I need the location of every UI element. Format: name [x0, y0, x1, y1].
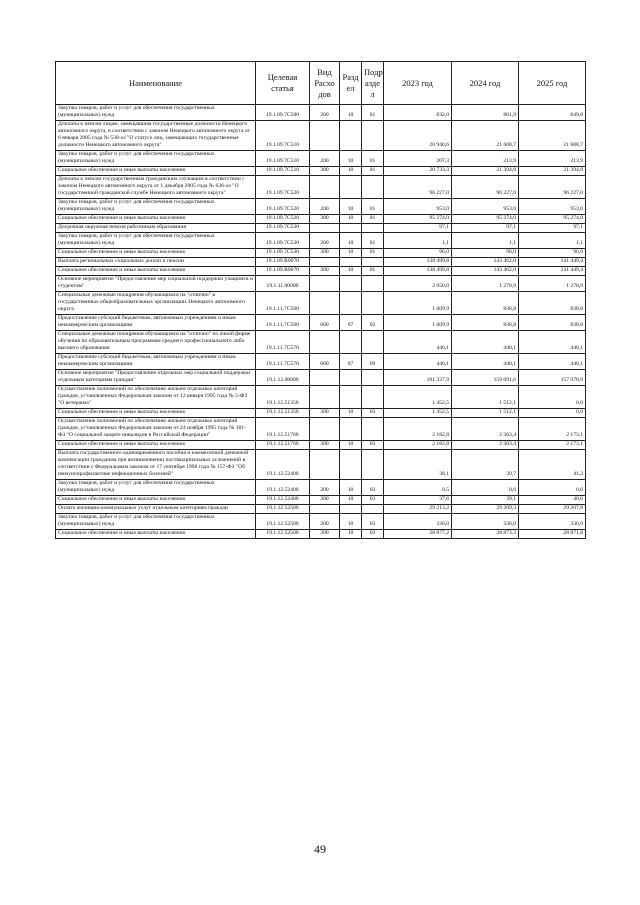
cell-razd: 10 — [340, 514, 362, 530]
table-row — [56, 505, 586, 514]
cell-vid — [310, 418, 340, 441]
table-row — [56, 370, 586, 386]
cell-vid: 200 — [310, 514, 340, 530]
cell-2025: 41,2 — [519, 450, 586, 480]
cell-2025: 141 449,4 — [519, 267, 586, 276]
cell-code: 19.1.11.7С560 — [256, 315, 310, 331]
cell-razd: 10 — [340, 199, 362, 215]
cell-2025: 0,0 — [519, 386, 586, 409]
cell-2024: 159 091,6 — [452, 370, 519, 386]
table-row — [56, 409, 586, 418]
cell-name: Закупка товаров, работ и услуг для обеспечения государственных (муниципальных) нужд — [56, 514, 256, 530]
cell-2023: 1 452,5 — [384, 409, 452, 418]
table-row — [56, 331, 586, 354]
cell-2024: 97,1 — [452, 224, 519, 233]
cell-code: 19.1.12.52400 — [256, 480, 310, 496]
cell-name: Выплата региональных социальных доплат к пенсии — [56, 258, 256, 267]
cell-2024: 440,1 — [452, 331, 519, 354]
cell-razd — [340, 370, 362, 386]
cell-name: Социальное обеспечение и иные выплаты населению — [56, 167, 256, 176]
cell-razd: 10 — [340, 167, 362, 176]
cell-vid — [310, 450, 340, 480]
cell-podr: 09 — [362, 354, 384, 370]
cell-2023: 336,0 — [384, 514, 452, 530]
cell-2023: 97,1 — [384, 224, 452, 233]
table-row — [56, 530, 586, 539]
cell-2025: 1,1 — [519, 233, 586, 249]
cell-2023: 29 213,2 — [384, 505, 452, 514]
cell-2025: 2 173,1 — [519, 418, 586, 441]
header-2024: 2024 год — [452, 62, 519, 105]
cell-2023: 0,5 — [384, 480, 452, 496]
cell-2023: 95 274,0 — [384, 215, 452, 224]
cell-podr — [362, 450, 384, 480]
cell-code: 19.1.09.7С500 — [256, 105, 310, 121]
cell-name: Досрочная окружная пенсия работникам образования — [56, 224, 256, 233]
table-row — [56, 418, 586, 441]
table-row — [56, 292, 586, 315]
cell-name: Социальное обеспечение и иные выплаты населению — [56, 441, 256, 450]
cell-podr: 01 — [362, 105, 384, 121]
cell-name: Доплаты к пенсии лицам, замещавшим государственные должности Ненецкого автономного округа, в соответствии с законом Ненецкого автономного округа от 6 января 2005 года № 538-оз "О статусе лиц, замещающих государственные должности Ненецкого автономного округа" — [56, 121, 256, 151]
cell-2025: 849,8 — [519, 105, 586, 121]
cell-vid — [310, 331, 340, 354]
cell-razd: 10 — [340, 480, 362, 496]
cell-vid: 300 — [310, 267, 340, 276]
cell-vid — [310, 276, 340, 292]
cell-2024: 838,8 — [452, 292, 519, 315]
cell-vid: 300 — [310, 441, 340, 450]
cell-code: 19.1.09.7С510 — [256, 151, 310, 167]
cell-code: 19.1.12.52400 — [256, 450, 310, 480]
cell-code: 19.1.09.7С510 — [256, 121, 310, 151]
table-header-row — [56, 62, 586, 105]
cell-code: 19.1.11.7С570 — [256, 354, 310, 370]
table-row — [56, 354, 586, 370]
cell-code: 19.1.12.51350 — [256, 409, 310, 418]
cell-vid — [310, 370, 340, 386]
cell-podr — [362, 176, 384, 199]
cell-2024: 96 227,0 — [452, 176, 519, 199]
cell-vid: 600 — [310, 354, 340, 370]
cell-podr: 01 — [362, 167, 384, 176]
cell-2025: 953,0 — [519, 199, 586, 215]
cell-podr: 01 — [362, 233, 384, 249]
cell-name: Осуществление полномочий по обеспечению жильем отдельных категорий граждан, установленных Федеральным законом от 12 января 1995 года № 5-ФЗ "О ветеранах" — [56, 386, 256, 409]
cell-2023: 1,1 — [384, 233, 452, 249]
table-row — [56, 258, 586, 267]
cell-podr: 01 — [362, 151, 384, 167]
cell-2025: 95 274,0 — [519, 215, 586, 224]
cell-2024: 96,0 — [452, 249, 519, 258]
cell-2024: 1 512,1 — [452, 409, 519, 418]
cell-2023: 28 877,2 — [384, 530, 452, 539]
cell-2025: 2 173,1 — [519, 441, 586, 450]
cell-2023: 2 182,8 — [384, 441, 452, 450]
cell-2024: 28 873,3 — [452, 530, 519, 539]
cell-podr: 03 — [362, 496, 384, 505]
cell-2024: 21 608,7 — [452, 121, 519, 151]
cell-2023: 1 609,9 — [384, 292, 452, 315]
cell-2025: 157 078,9 — [519, 370, 586, 386]
cell-name: Осуществление полномочий по обеспечению жильем отдельных категорий граждан, установленных Федеральным законом от 24 ноября 1995 года № 181-ФЗ "О социальной защите инвалидов в Российской Федерации" — [56, 418, 256, 441]
cell-2024: 440,1 — [452, 354, 519, 370]
cell-podr — [362, 386, 384, 409]
cell-vid: 300 — [310, 215, 340, 224]
cell-2025: 96 227,0 — [519, 176, 586, 199]
cell-2024: 39,1 — [452, 496, 519, 505]
table-row — [56, 267, 586, 276]
cell-podr: 01 — [362, 215, 384, 224]
cell-2023: 2 182,8 — [384, 418, 452, 441]
cell-2025: 838,8 — [519, 292, 586, 315]
table-row — [56, 151, 586, 167]
cell-code: 19.1.09.7С530 — [256, 224, 310, 233]
table-row — [56, 121, 586, 151]
cell-name: Специальные денежные поощрения обучающимся на "отлично" в государственных общеобразовательных организациях Ненецкого автономного округа — [56, 292, 256, 315]
cell-name: Специальные денежные поощрения обучающимся на "отлично" по очной форме обучения по образовательным программам среднего профессионального либо высшего образования — [56, 331, 256, 354]
cell-podr — [362, 370, 384, 386]
cell-podr — [362, 505, 384, 514]
cell-code: 19.1.12.52500 — [256, 514, 310, 530]
cell-2023: 2 050,0 — [384, 276, 452, 292]
cell-podr — [362, 276, 384, 292]
cell-2024: 1,1 — [452, 233, 519, 249]
table-row — [56, 105, 586, 121]
cell-razd: 10 — [340, 105, 362, 121]
cell-2023: 440,1 — [384, 331, 452, 354]
cell-vid — [310, 176, 340, 199]
table-row — [56, 276, 586, 292]
cell-2025: 21 608,7 — [519, 121, 586, 151]
cell-code: 19.1.12.51760 — [256, 418, 310, 441]
cell-vid: 300 — [310, 167, 340, 176]
cell-name: Закупка товаров, работ и услуг для обеспечения государственных (муниципальных) нужд — [56, 151, 256, 167]
cell-name: Социальное обеспечение и иные выплаты населению — [56, 267, 256, 276]
header-code: Целевая статья — [256, 62, 310, 105]
cell-podr: 01 — [362, 249, 384, 258]
cell-2024: 95 274,0 — [452, 215, 519, 224]
cell-2023: 96 227,0 — [384, 176, 452, 199]
cell-2025: 141 449,4 — [519, 258, 586, 267]
cell-razd — [340, 505, 362, 514]
cell-name: Оплата жилищно-коммунальных услуг отдельным категориям граждан — [56, 505, 256, 514]
cell-podr: 03 — [362, 441, 384, 450]
table-row — [56, 441, 586, 450]
cell-razd: 10 — [340, 151, 362, 167]
cell-vid — [310, 292, 340, 315]
cell-2024: 0,6 — [452, 480, 519, 496]
cell-2023: 440,1 — [384, 354, 452, 370]
cell-2025: 336,0 — [519, 514, 586, 530]
cell-vid: 200 — [310, 233, 340, 249]
table-row — [56, 480, 586, 496]
table-row — [56, 514, 586, 530]
cell-name: Социальное обеспечение и иные выплаты населению — [56, 409, 256, 418]
cell-podr — [362, 258, 384, 267]
cell-2024: 2 303,4 — [452, 441, 519, 450]
cell-code: 19.1.12.52400 — [256, 496, 310, 505]
cell-razd — [340, 292, 362, 315]
cell-vid: 300 — [310, 249, 340, 258]
cell-razd — [340, 386, 362, 409]
header-2023: 2023 год — [384, 62, 452, 105]
cell-2023: 138 499,8 — [384, 267, 452, 276]
cell-name: Социальное обеспечение и иные выплаты населению — [56, 530, 256, 539]
cell-2025: 440,1 — [519, 354, 586, 370]
cell-name: Социальное обеспечение и иные выплаты населению — [56, 249, 256, 258]
cell-vid — [310, 121, 340, 151]
cell-vid: 200 — [310, 151, 340, 167]
table-row — [56, 215, 586, 224]
cell-2024: 1 512,1 — [452, 386, 519, 409]
cell-code: 19.1.09.7С520 — [256, 199, 310, 215]
cell-2023: 1 609,9 — [384, 315, 452, 331]
table-row — [56, 167, 586, 176]
table-row — [56, 176, 586, 199]
cell-vid — [310, 505, 340, 514]
cell-2023: 138 499,8 — [384, 258, 452, 267]
table-row — [56, 450, 586, 480]
cell-vid: 200 — [310, 199, 340, 215]
cell-name: Закупка товаров, работ и услуг для обеспечения государственных (муниципальных) нужд — [56, 480, 256, 496]
cell-podr: 01 — [362, 199, 384, 215]
cell-code: 19.1.12.52500 — [256, 505, 310, 514]
cell-code: 19.1.09.7С520 — [256, 176, 310, 199]
header-razd: Разд ел — [340, 62, 362, 105]
table-row — [56, 315, 586, 331]
cell-razd: 07 — [340, 315, 362, 331]
cell-code: 19.1.12.00000 — [256, 370, 310, 386]
cell-razd: 10 — [340, 249, 362, 258]
cell-vid — [310, 386, 340, 409]
cell-name: Основное мероприятие "Предоставление мер социальной поддержки учащимся и студентам" — [56, 276, 256, 292]
cell-2025: 40,6 — [519, 496, 586, 505]
cell-2024: 39,7 — [452, 450, 519, 480]
cell-podr — [362, 331, 384, 354]
cell-2023: 953,0 — [384, 199, 452, 215]
cell-podr: 03 — [362, 514, 384, 530]
cell-2024: 21 394,8 — [452, 167, 519, 176]
cell-2025: 97,1 — [519, 224, 586, 233]
cell-name: Закупка товаров, работ и услуг для обеспечения государственных (муниципальных) нужд — [56, 199, 256, 215]
cell-code: 19.1.09.R0070 — [256, 258, 310, 267]
cell-razd: 10 — [340, 496, 362, 505]
cell-2024: 2 303,4 — [452, 418, 519, 441]
cell-razd: 10 — [340, 215, 362, 224]
cell-2024: 838,8 — [452, 315, 519, 331]
header-2025: 2025 год — [519, 62, 586, 105]
cell-code: 19.1.11.7С560 — [256, 292, 310, 315]
cell-2024: 336,0 — [452, 514, 519, 530]
cell-razd — [340, 258, 362, 267]
cell-2025: 96,0 — [519, 249, 586, 258]
budget-table-sheet — [55, 61, 585, 539]
header-vid: Вид Расхо дов — [310, 62, 340, 105]
cell-2024: 953,0 — [452, 199, 519, 215]
cell-vid — [310, 224, 340, 233]
cell-2025: 1 278,9 — [519, 276, 586, 292]
cell-podr — [362, 418, 384, 441]
cell-podr: 01 — [362, 267, 384, 276]
cell-2023: 96,0 — [384, 249, 452, 258]
cell-podr: 03 — [362, 409, 384, 418]
table-row — [56, 249, 586, 258]
cell-name: Закупка товаров, работ и услуг для обеспечения государственных (муниципальных) нужд — [56, 105, 256, 121]
cell-vid — [310, 258, 340, 267]
cell-2024: 143 462,0 — [452, 258, 519, 267]
cell-code: 19.1.09.7С520 — [256, 215, 310, 224]
cell-razd — [340, 121, 362, 151]
cell-razd — [340, 224, 362, 233]
table-body — [56, 105, 586, 539]
header-name: Наименование — [56, 62, 256, 105]
cell-vid: 200 — [310, 480, 340, 496]
cell-code: 19.1.12.52500 — [256, 530, 310, 539]
cell-razd: 07 — [340, 354, 362, 370]
cell-2025: 0,0 — [519, 409, 586, 418]
cell-code: 19.1.12.51350 — [256, 386, 310, 409]
cell-2025: 21 394,8 — [519, 167, 586, 176]
cell-vid: 300 — [310, 409, 340, 418]
cell-name: Основное мероприятие "Предоставление отдельных мер социальной поддержки отдельным категориям граждан" — [56, 370, 256, 386]
table-row — [56, 199, 586, 215]
table-row — [56, 386, 586, 409]
cell-2025: 28 871,8 — [519, 530, 586, 539]
cell-razd: 10 — [340, 233, 362, 249]
cell-code: 19.1.09.7С510 — [256, 167, 310, 176]
cell-2023: 832,0 — [384, 105, 452, 121]
cell-2025: 213,9 — [519, 151, 586, 167]
cell-vid: 200 — [310, 105, 340, 121]
cell-code: 19.1.11.00000 — [256, 276, 310, 292]
cell-name: Социальное обеспечение и иные выплаты населению — [56, 215, 256, 224]
cell-razd — [340, 418, 362, 441]
cell-name: Предоставление субсидий бюджетным, автономным учреждениям и иным некоммерческим организациям — [56, 354, 256, 370]
cell-2024: 143 462,0 — [452, 267, 519, 276]
cell-2023: 38,1 — [384, 450, 452, 480]
table-row — [56, 496, 586, 505]
cell-podr: 02 — [362, 315, 384, 331]
cell-2024: 213,9 — [452, 151, 519, 167]
cell-razd — [340, 331, 362, 354]
cell-razd — [340, 276, 362, 292]
cell-vid: 300 — [310, 496, 340, 505]
cell-2024: 861,9 — [452, 105, 519, 121]
cell-razd — [340, 450, 362, 480]
cell-podr — [362, 121, 384, 151]
cell-2024: 29 209,3 — [452, 505, 519, 514]
cell-code: 19.1.12.51760 — [256, 441, 310, 450]
cell-vid: 300 — [310, 530, 340, 539]
cell-2023: 1 452,5 — [384, 386, 452, 409]
cell-podr — [362, 292, 384, 315]
cell-razd: 10 — [340, 267, 362, 276]
cell-2023: 20 733,3 — [384, 167, 452, 176]
cell-code: 19.1.09.7С530 — [256, 249, 310, 258]
table-row — [56, 233, 586, 249]
cell-2025: 29 207,8 — [519, 505, 586, 514]
cell-razd: 10 — [340, 409, 362, 418]
cell-2023: 191 337,9 — [384, 370, 452, 386]
cell-code: 19.1.11.7С570 — [256, 331, 310, 354]
table-row — [56, 224, 586, 233]
cell-podr — [362, 224, 384, 233]
cell-2025: 0,6 — [519, 480, 586, 496]
cell-code: 19.1.09.R0070 — [256, 267, 310, 276]
cell-2025: 440,1 — [519, 331, 586, 354]
cell-razd — [340, 176, 362, 199]
cell-podr: 03 — [362, 480, 384, 496]
budget-table — [55, 61, 586, 539]
cell-2025: 838,8 — [519, 315, 586, 331]
cell-name: Доплаты к пенсии государственным гражданским служащим в соответствии с законом Ненецкого автономного округа от 1 декабря 2005 года № 636-оз "О государственной гражданской службе Ненецкого автономного округа" — [56, 176, 256, 199]
cell-name: Выплата государственного единовременного пособия и ежемесячной денежной компенсации гражданам при возникновении поствакцинальных осложнений в соответствии с Федеральным законом от 17 сентября 1998 года № 157-ФЗ "Об иммунопрофилактике инфекционных болезней" — [56, 450, 256, 480]
page-number: 49 — [314, 842, 326, 856]
cell-razd: 10 — [340, 530, 362, 539]
cell-name: Предоставление субсидий бюджетным, автономным учреждениям и иным некоммерческим организациям — [56, 315, 256, 331]
cell-2023: 207,3 — [384, 151, 452, 167]
cell-name: Социальное обеспечение и иные выплаты населению — [56, 496, 256, 505]
cell-2023: 37,6 — [384, 496, 452, 505]
cell-2023: 20 940,6 — [384, 121, 452, 151]
cell-2024: 1 278,9 — [452, 276, 519, 292]
cell-podr: 03 — [362, 530, 384, 539]
cell-code: 19.1.09.7С530 — [256, 233, 310, 249]
header-podr: Подр азде л — [362, 62, 384, 105]
cell-name: Закупка товаров, работ и услуг для обеспечения государственных (муниципальных) нужд — [56, 233, 256, 249]
cell-vid: 600 — [310, 315, 340, 331]
cell-razd: 10 — [340, 441, 362, 450]
